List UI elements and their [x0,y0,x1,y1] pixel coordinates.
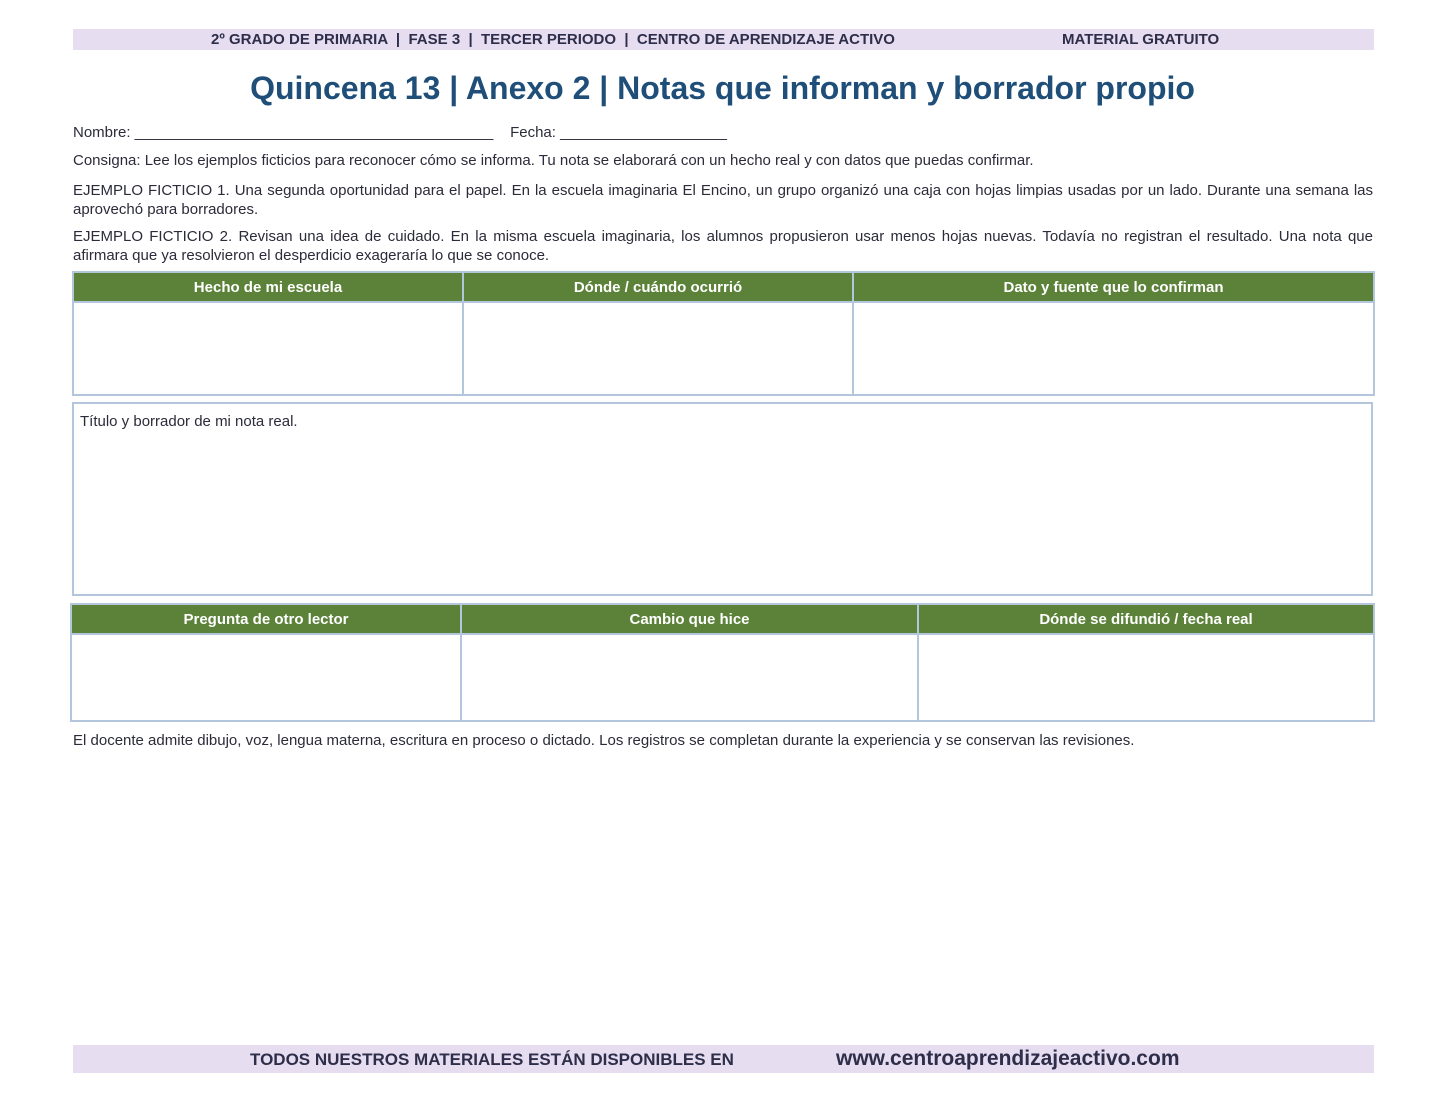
where-when-cell[interactable] [463,302,853,395]
column-header-change-made: Cambio que hice [461,604,918,634]
fact-cell[interactable] [73,302,463,395]
review-table [70,603,1375,722]
footer-text: TODOS NUESTROS MATERIALES ESTÁN DISPONIBLES EN [250,1050,734,1069]
footer-url-link[interactable]: www.centroaprendizajeactivo.com [836,1047,1180,1070]
consigna-text: Consigna: Lee los ejemplos ficticios para reconocer cómo se informa. Tu nota se elaborará con un hecho real y con datos que puedas confirmar. [73,152,1034,169]
teacher-note: El docente admite dibujo, voz, lengua materna, escritura en proceso o dictado. Los registros se completan durante la experiencia y se conservan las revisiones. [73,732,1135,749]
draft-box[interactable] [72,402,1373,596]
footer-band [73,1045,1374,1073]
example-1-text: EJEMPLO FICTICIO 1. Una segunda oportunidad para el papel. En la escuela imaginaria El Encino, un grupo organizó una caja con hojas limpias usadas por un lado. Durante una semana las aprovechó para borradores. [73,182,1373,218]
where-published-cell[interactable] [918,634,1374,721]
header-band [73,29,1374,50]
column-header-where-when: Dónde / cuándo ocurrió [463,272,853,302]
column-header-where-published: Dónde se difundió / fecha real [918,604,1374,634]
name-date-line: Nombre: ___________________________________________ Fecha: ____________________ [73,124,727,141]
facts-table [72,271,1375,396]
header-free-material: MATERIAL GRATUITO [1062,31,1220,48]
header-grade-info: 2º GRADO DE PRIMARIA | FASE 3 | TERCER PERIODO | CENTRO DE APRENDIZAJE ACTIVO [211,31,895,48]
column-header-reader-question: Pregunta de otro lector [71,604,461,634]
reader-question-cell[interactable] [71,634,461,721]
column-header-fact: Hecho de mi escuela [73,272,463,302]
page-title: Quincena 13 | Anexo 2 | Notas que informan y borrador propio [250,70,1195,106]
draft-label: Título y borrador de mi nota real. [80,413,298,430]
data-source-cell[interactable] [853,302,1374,395]
example-2-text: EJEMPLO FICTICIO 2. Revisan una idea de cuidado. En la misma escuela imaginaria, los alumnos propusieron usar menos hojas nuevas. Todavía no registran el resultado. Una nota que afirmara que ya resolvieron el desperdicio exageraría lo que se conoce. [73,228,1373,264]
change-made-cell[interactable] [461,634,918,721]
column-header-data-source: Dato y fuente que lo confirman [853,272,1374,302]
